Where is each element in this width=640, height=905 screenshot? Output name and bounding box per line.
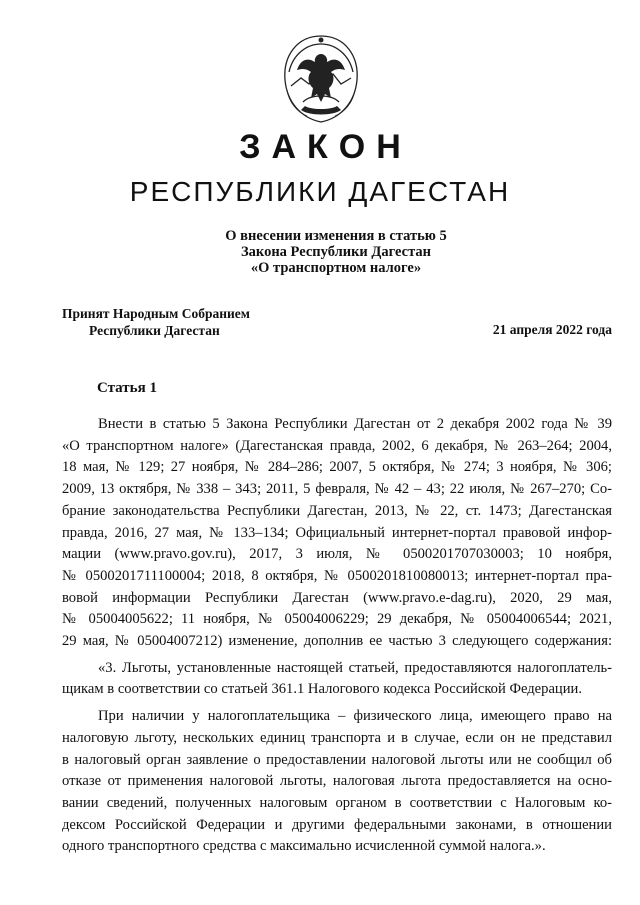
subject-line: Закона Республики Дагестан: [241, 244, 431, 260]
coat-of-arms-icon: [277, 32, 365, 126]
law-subject: [0, 228, 640, 276]
text-line: налоговую льготу, нескольких единиц транспорта и в случае, если он не представил: [62, 729, 612, 746]
text-line: одного транспортного средства с максимально исчисленной суммой налога.».: [62, 838, 546, 855]
text-line: «3. Льготы, установленные настоящей статьей, предоставляются налогоплатель-: [98, 659, 612, 676]
adoption-line: Принят Народным Собранием: [62, 306, 250, 321]
text-line: вовой информации Республики Дагестан (www.pravo.e-dag.ru), 2020, 29 мая,: [62, 589, 612, 606]
article-body: [62, 414, 612, 858]
text-line: щикам в соответствии со статьей 361.1 Налогового кодекса Российской Федерации.: [62, 681, 583, 698]
text-line: отказе от применения налоговой льготы, налоговая льгота предоставляется на осно-: [62, 773, 612, 790]
text-line: 18 мая, № 129; 27 ноября, № 284–286; 2007, 5 октября, № 274; 3 ноября, № 306;: [62, 459, 612, 476]
text-line: брание законодательства Республики Дагестан, 2013, № 22, ст. 1473; Дагестанская: [62, 502, 612, 519]
text-line: При наличии у налогоплательщика – физического лица, имеющего право на: [98, 708, 612, 725]
text-line: 29 мая, № 05004007212) изменение, дополнив ее частью 3 следующего содержания:: [62, 633, 612, 650]
subject-line: «О транспортном налоге»: [250, 260, 422, 276]
text-line: № 0500201711100004; 2018, 8 октября, № 0500201810080013; интернет-портал пра-: [62, 567, 612, 584]
subject-line: О внесении изменения в статью 5: [225, 228, 447, 244]
text-line: вании сведений, полученных налоговым органом в соответствии с Налоговым ко-: [62, 794, 612, 811]
text-line: мации (www.pravo.gov.ru), 2017, 3 июля, № 0500201707030003; 10 ноября,: [62, 546, 612, 563]
adoption-info: [62, 305, 250, 339]
text-line: 2009, 13 октября, № 338 – 343; 2011, 5 февраля, № 42 – 43; 22 июля, № 267–270; Со-: [62, 481, 612, 498]
adoption-line: Республики Дагестан: [89, 323, 220, 338]
text-line: № 05004005622; 11 ноября, № 05004006229; 29 декабря, № 05004006544; 2021,: [62, 611, 612, 628]
text-line: правда, 2016, 27 мая, № 133–134; Официальный интернет-портал правовой инфор-: [62, 524, 612, 541]
adoption-date: 21 апреля 2022 года: [492, 322, 612, 337]
law-subtitle: РЕСПУБЛИКИ ДАГЕСТАН: [129, 176, 511, 207]
article-heading: Статья 1: [97, 380, 157, 396]
text-line: дексом Российской Федерации и другими федеральными законами, в отношении: [62, 816, 612, 833]
text-line: в налоговый орган заявление о предоставлении налоговой льготы или не сообщил об: [62, 751, 612, 768]
text-line: Внести в статью 5 Закона Республики Дагестан от 2 декабря 2002 года № 39: [98, 416, 612, 432]
law-title: ЗАКОН: [239, 128, 412, 166]
text-line: «О транспортном налоге» (Дагестанская правда, 2002, 6 декабря, № 263–264; 2004,: [62, 437, 612, 454]
